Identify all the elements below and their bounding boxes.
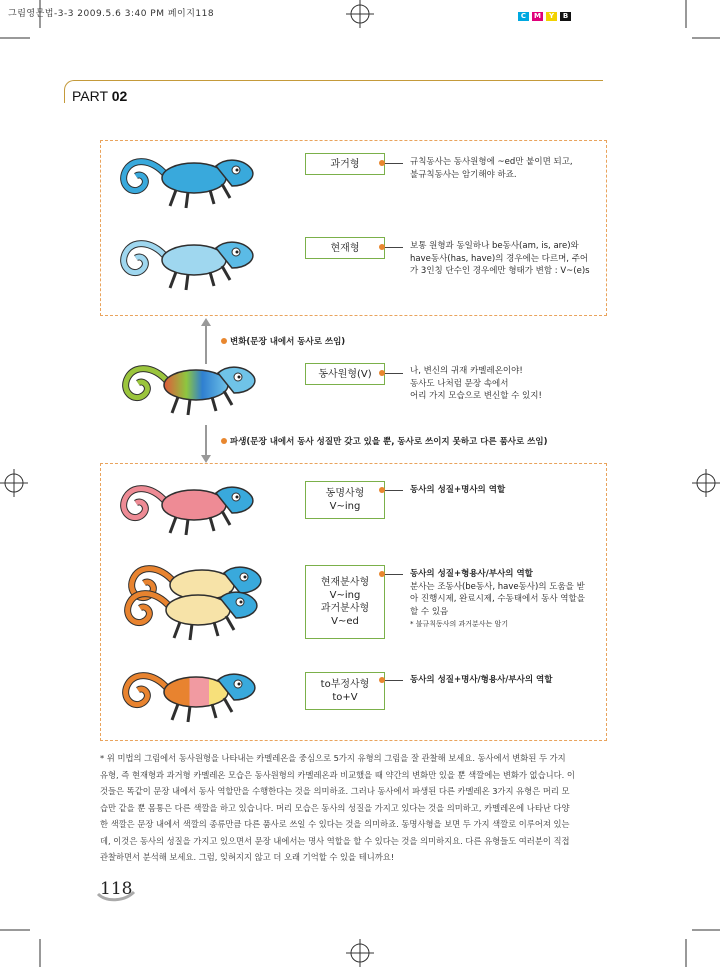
desc-gerund: 동사의 성질+명사의 역할 xyxy=(410,485,506,495)
chameleon-base xyxy=(108,355,268,425)
color-chip-b: B xyxy=(560,12,571,21)
connector xyxy=(383,373,403,374)
note-derive: 파생(문장 내에서 동사 성질만 갖고 있을 뿐, 동사로 쓰이지 못하고 다른 품사로 쓰임) xyxy=(230,437,548,447)
page-number-swoosh xyxy=(96,888,136,904)
connector-dot xyxy=(379,370,385,376)
down-arrow-icon xyxy=(200,425,212,465)
note-change: 변화(문장 내에서 동사로 쓰임) xyxy=(230,337,346,347)
label-infinitive: to부정사형 to+V xyxy=(305,672,385,710)
label-present: 현재형 xyxy=(305,237,385,259)
connector-dot xyxy=(379,244,385,250)
part-label: PART 02 xyxy=(72,88,128,104)
print-slug: 그림영문법-3-3 2009.5.6 3:40 PM 페이지118 xyxy=(8,9,215,19)
desc-past: 규칙동사는 동사원형에 ~ed만 붙이면 되고, 불규칙동사는 암기해야 하죠. xyxy=(410,157,573,180)
chameleon-present xyxy=(106,230,266,300)
chameleon-past xyxy=(106,148,266,218)
color-chip-y: Y xyxy=(546,12,557,21)
desc-participle: 동사의 성질+형용사/부사의 역할 분사는 조동사(be동사, have동사)의 도움을 받 아 진행시제, 완료시제, 수동태에서 동사 역할을 할 수 있음 * 불규칙동사의 과거분사는 암기 xyxy=(410,569,585,628)
chameleon-gerund xyxy=(106,475,266,545)
label-base: 동사원형(V) xyxy=(305,363,385,385)
desc-present: 보통 원형과 동일하나 be동사(am, is, are)와 have동사(has, have)의 경우에는 다르며, 주어 가 3인칭 단수인 경우에만 형태가 변함 : V~(e)s xyxy=(410,241,590,276)
label-gerund: 동명사형 V~ing xyxy=(305,481,385,519)
connector-dot xyxy=(221,338,227,344)
desc-base: 나, 변신의 귀재 카멜레온이야! 동사도 나처럼 문장 속에서 어리 가지 모습으로 변신할 수 있지! xyxy=(410,366,542,401)
connector xyxy=(383,247,403,248)
chameleon-infinitive xyxy=(108,662,268,732)
connector-dot xyxy=(221,438,227,444)
connector xyxy=(383,680,403,681)
connector-dot xyxy=(379,160,385,166)
page-number: 118 xyxy=(100,879,133,899)
connector-dot xyxy=(379,487,385,493)
connector-dot xyxy=(379,571,385,577)
body-paragraph: * 위 미법의 그림에서 동사원형을 나타내는 카멜레온을 중심으로 5가지 유형의 그림을 잘 관찰해 보세요. 동사에서 변화된 두 가지 유형, 즉 현재형과 과거형 카멜레온 모습은 동사원형의 카멜레온과 비교했을 때 약간의 변화만 있을 뿐 색깔에는 변화가 없습니다. 이 것들은 똑같이 문장 내에서 동사 역할만을 수행한다는 것을 의미하죠. 그러나 동사에서 파생된 다른 카멜레온 3가지 유형은 머리 모 습만 같을 뿐 몸통은 다른 색깔을 하고 있습니다. 머리 모습은 동사의 성질을 가지고 있다는 것을 의미하고, 카멜레온에 나타난 다양 한 색깔은 문장 내에서 색깔의 종류만큼 다른 품사로 쓰일 수 있다는 것을 의미하죠. 동명사형을 보면 두 가지 색깔로 이루어져 있는 데, 이것은 동사의 성질을 가지고 있으면서 문장 내에서는 명사 역할을 할 수 있다는 것을 의미하지요. 다른 유형들도 여러분이 직접 관찰하면서 분석해 보세요. 그럼, 잊혀지지 않고 더 오래 기억할 수 있을 테니까요! xyxy=(100,753,575,862)
chameleon-past-participle xyxy=(110,580,270,650)
connector xyxy=(383,490,403,491)
part-header-rule xyxy=(64,80,603,103)
color-chip-c: C xyxy=(518,12,529,21)
color-chip-m: M xyxy=(532,12,543,21)
label-past: 과거형 xyxy=(305,153,385,175)
connector xyxy=(383,574,403,575)
connector-dot xyxy=(379,677,385,683)
label-participle: 현재분사형 V~ing 과거분사형 V~ed xyxy=(305,565,385,639)
desc-infinitive: 동사의 성질+명사/형용사/부사의 역할 xyxy=(410,675,553,685)
connector xyxy=(383,163,403,164)
